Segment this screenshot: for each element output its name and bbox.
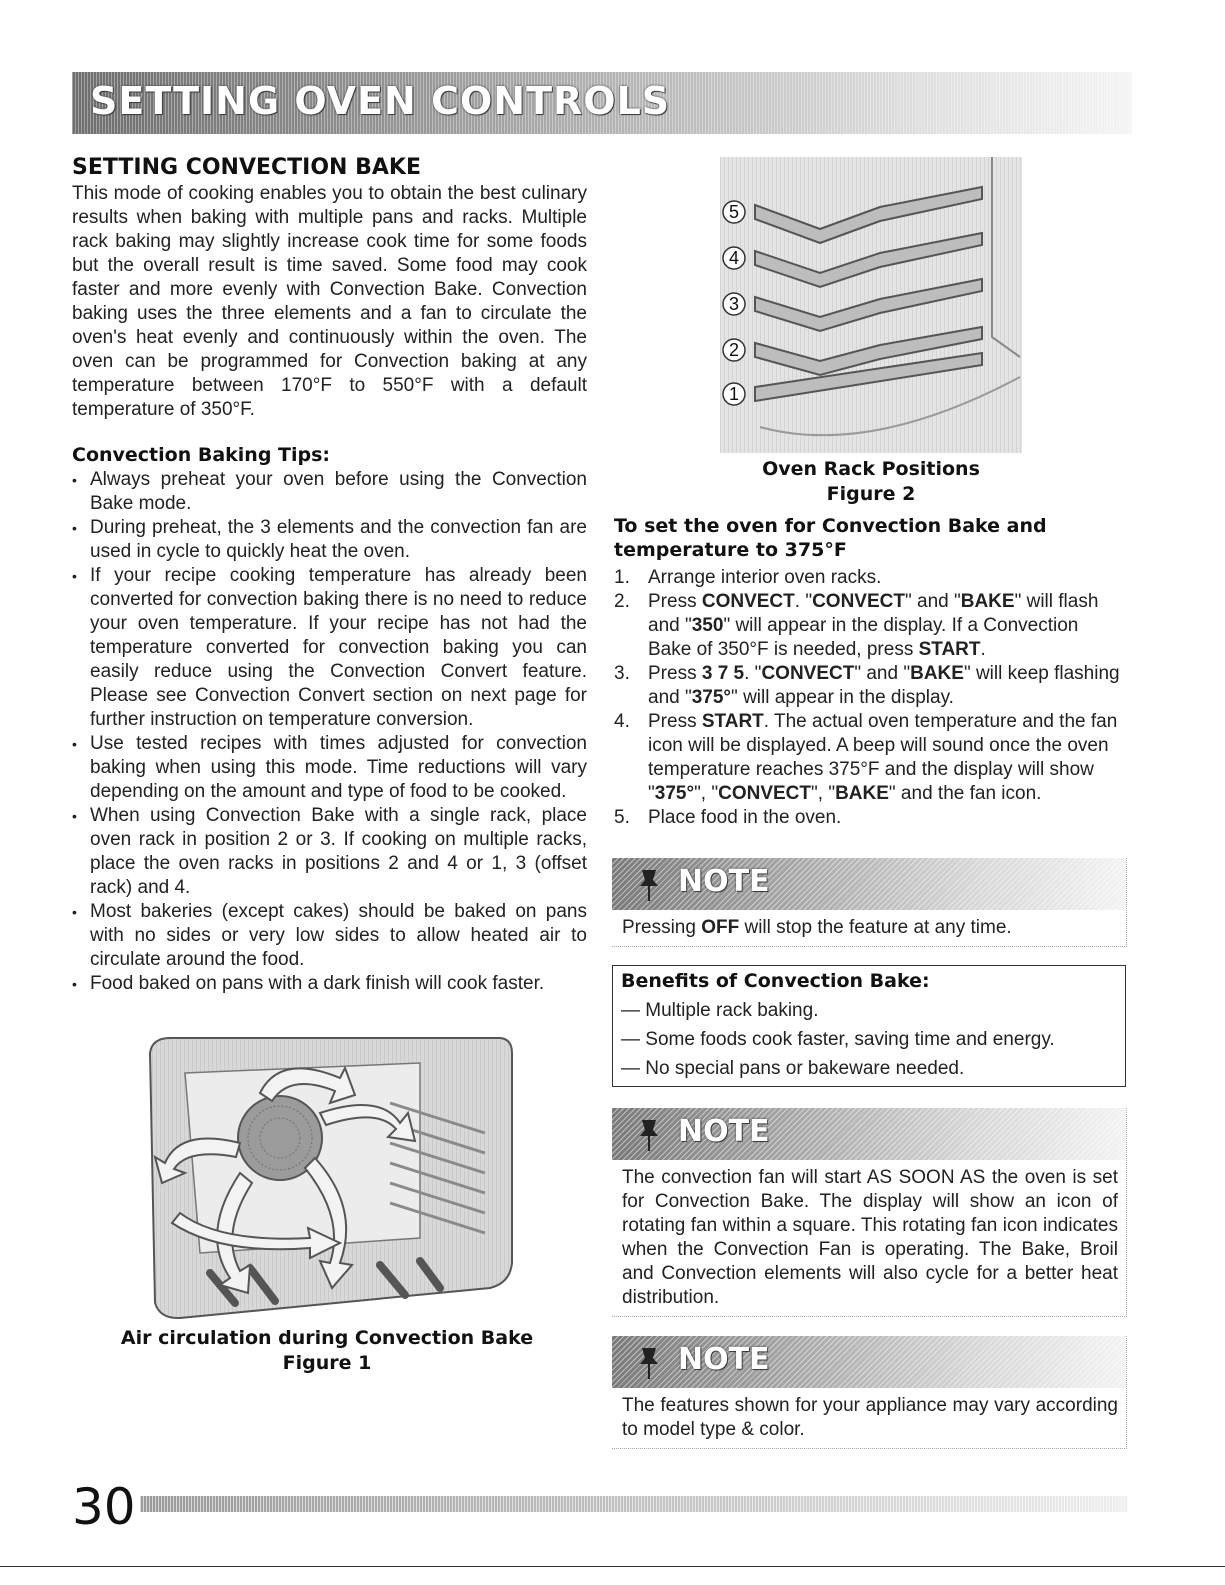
step-item	[614, 662, 1126, 710]
step-keyword: 350	[691, 615, 724, 636]
note-body	[612, 910, 1126, 946]
step-item	[614, 806, 1126, 830]
note-features	[612, 1336, 1127, 1449]
step-keyword: START	[918, 639, 981, 660]
step-item	[614, 710, 1126, 806]
step-text: Press	[648, 663, 702, 684]
step-number: 5.	[614, 807, 630, 828]
tip-text: Food baked on pans with a dark finish will cook faster.	[90, 973, 545, 994]
rack-number-4: 4	[728, 248, 740, 268]
step-text: Place food in the oven.	[648, 807, 842, 828]
rack-number-3: 3	[728, 294, 740, 314]
page-number: 30	[72, 1478, 136, 1536]
tip-item	[72, 732, 587, 804]
step-text: .	[980, 639, 986, 660]
note-title: NOTE	[678, 864, 770, 899]
tip-text: Always preheat your oven before using the Convection Bake mode.	[90, 469, 587, 514]
note-header	[612, 1336, 1126, 1388]
note-off	[612, 858, 1127, 947]
step-item	[614, 590, 1126, 662]
step-keyword: CONVECT	[761, 663, 855, 684]
bullet-icon: •	[72, 976, 77, 992]
step-text: ", "	[811, 783, 836, 804]
step-number: 2.	[614, 591, 630, 612]
page-bottom-edge	[0, 1566, 1225, 1567]
tip-item	[72, 972, 587, 996]
step-text: . "	[744, 663, 762, 684]
tip-item	[72, 516, 587, 564]
pushpin-icon	[636, 1346, 662, 1380]
tips-list	[72, 468, 587, 996]
note-off-keyword: OFF	[701, 917, 740, 938]
step-text: Press	[648, 591, 702, 612]
step-keyword: BAKE	[910, 663, 964, 684]
step-keyword: BAKE	[960, 591, 1015, 612]
figure1-caption-title: Air circulation during Convection Bake	[120, 1327, 534, 1349]
step-keyword: CONVECT	[701, 591, 795, 612]
step-keyword: 3 7 5	[701, 663, 745, 684]
figure1-caption-number: Figure 1	[282, 1352, 372, 1374]
footer-rule	[140, 1496, 1128, 1512]
bullet-icon: •	[72, 904, 77, 920]
note-text-end: will stop the feature at any time.	[739, 917, 1012, 938]
tip-item	[72, 900, 587, 972]
page-header-banner	[72, 72, 1132, 134]
left-column	[72, 155, 587, 996]
note-title: NOTE	[678, 1114, 770, 1149]
note-header	[612, 858, 1126, 910]
tip-item	[72, 564, 587, 732]
steps-list	[614, 566, 1126, 830]
step-number: 1.	[614, 567, 630, 588]
step-keyword: BAKE	[835, 783, 889, 804]
step-keyword: 375°	[691, 687, 732, 708]
air-circulation-figure	[140, 1033, 520, 1323]
pushpin-icon	[636, 1118, 662, 1152]
step-item	[614, 566, 1126, 590]
figure2-caption-title: Oven Rack Positions	[762, 458, 980, 480]
tip-text: Use tested recipes with times adjusted for convection baking when using this mode. Time reductions will vary depending on the amount and type of food to be cooked.	[90, 733, 587, 802]
step-text: " and "	[854, 663, 911, 684]
step-text: " will appear in the display. If a Convection Bake of 350°F is needed, press	[648, 615, 1079, 660]
rack-number-2: 2	[728, 340, 740, 360]
step-text: " will flash and "	[648, 591, 1099, 636]
bullet-icon: •	[72, 568, 77, 584]
bullet-icon: •	[72, 736, 77, 752]
page-header-title: SETTING OVEN CONTROLS	[90, 79, 671, 123]
benefits-item: — Multiple rack baking.	[621, 1000, 819, 1021]
tip-text: When using Convection Bake with a single rack, place oven rack in position 2 or 3. If cooking on multiple racks, place the oven racks in positions 2 and 4 or 1, 3 (offset rack) and 4.	[90, 805, 587, 898]
note-title: NOTE	[678, 1342, 770, 1377]
step-text: Press	[648, 711, 702, 732]
bullet-icon: •	[72, 472, 77, 488]
tip-text: Most bakeries (except cakes) should be baked on pans with no sides or very low sides to allow heated air to circulate around the food.	[90, 901, 587, 970]
section-title: SETTING CONVECTION BAKE	[72, 155, 422, 180]
figure2-caption-number: Figure 2	[826, 483, 916, 505]
figure1-caption	[72, 1326, 582, 1376]
step-number: 4.	[614, 711, 630, 732]
step-text: Arrange interior oven racks.	[648, 567, 882, 588]
rack-positions-figure	[720, 157, 1022, 453]
step-text: . "	[794, 591, 813, 612]
benefits-title: Benefits of Convection Bake:	[621, 970, 930, 992]
step-text: " and "	[904, 591, 961, 612]
note-text: Pressing	[622, 917, 702, 938]
benefits-box	[612, 965, 1126, 1087]
pushpin-icon	[636, 868, 662, 902]
step-text: . The actual oven temperature and the fan icon will be displayed. A beep will sound once the oven temperature reaches 375°F and the display will show "	[648, 711, 1118, 804]
benefits-item: — No special pans or bakeware needed.	[621, 1058, 965, 1079]
step-text: " and the fan icon.	[888, 783, 1042, 804]
rack-number-5: 5	[728, 202, 740, 222]
tip-item	[72, 468, 587, 516]
note-convection-fan	[612, 1108, 1127, 1317]
step-keyword: CONVECT	[812, 591, 905, 612]
tip-item	[72, 804, 587, 900]
tips-title: Convection Baking Tips:	[72, 444, 331, 466]
note-body: The convection fan will start AS SOON AS the oven is set for Convection Bake. The display will show an icon of rotating fan within a square. This rotating fan icon indicates when the Convection Fan is operating. The Bake, Broil and Convection elements will also cycle for a better heat distribution.	[622, 1167, 1118, 1308]
step-text: " will appear in the display.	[731, 687, 954, 708]
benefits-item: — Some foods cook faster, saving time and energy.	[621, 1029, 1055, 1050]
step-keyword: 375°	[654, 783, 695, 804]
step-keyword: CONVECT	[718, 783, 812, 804]
step-text: " will keep flashing and "	[648, 663, 1120, 708]
note-header	[612, 1108, 1126, 1160]
step-text: ", "	[694, 783, 719, 804]
steps-title: To set the oven for Convection Bake and temperature to 375°F	[614, 515, 1047, 561]
tip-text: If your recipe cooking temperature has already been converted for convection baking there is no need to reduce your oven temperature. If your recipe has not had the temperature converted for convection baking you can easily reduce using the Convection Convert feature. Please see Convection Convert section on next page for further instruction on temperature conversion.	[90, 565, 587, 730]
figure2-caption	[720, 457, 1022, 507]
bullet-icon: •	[72, 520, 77, 536]
note-body: The features shown for your appliance may vary according to model type & color.	[622, 1395, 1118, 1440]
section-intro: This mode of cooking enables you to obtain the best culinary results when baking with multiple pans and racks. Multiple rack baking may slightly increase cook time for some foods but the overall result is time saved. Some food may cook faster and more evenly with Convection Bake. Convection baking uses the three elements and a fan to circulate the oven's heat evenly and continuously within the oven. The oven can be programmed for Convection baking at any temperature between 170°F to 550°F with a default temperature of 350°F.	[72, 183, 587, 420]
step-keyword: START	[701, 711, 764, 732]
step-number: 3.	[614, 663, 630, 684]
bullet-icon: •	[72, 808, 77, 824]
tip-text: During preheat, the 3 elements and the convection fan are used in cycle to quickly heat the oven.	[90, 517, 587, 562]
rack-number-1: 1	[728, 384, 740, 404]
